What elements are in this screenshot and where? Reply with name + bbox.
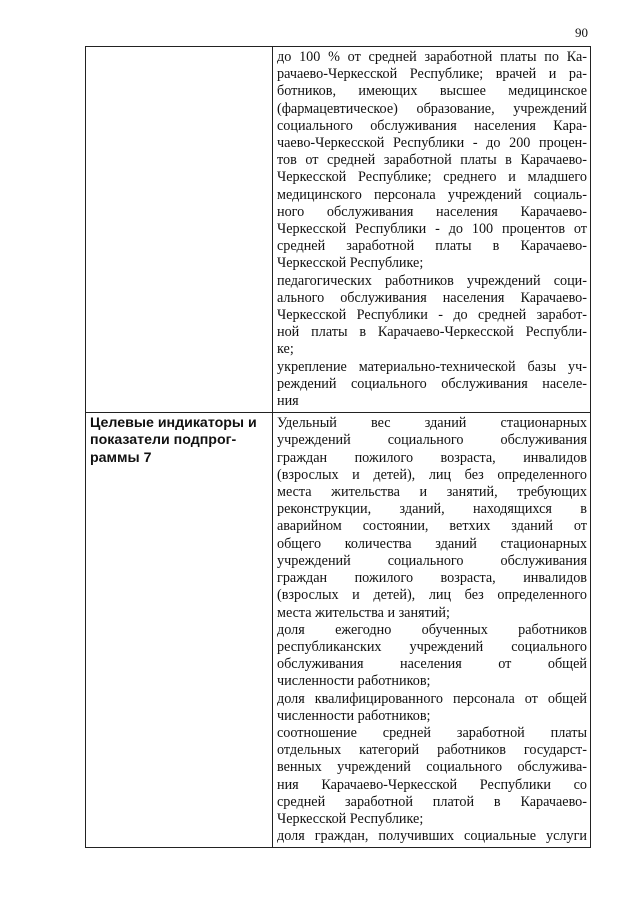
- text-line: (взрослых и детей), лиц без определенного: [277, 587, 587, 604]
- text-line: ния Карачаево-Черкесской Республики со: [277, 776, 587, 793]
- text-line: граждан пожилого возраста, инвалидов: [277, 449, 587, 466]
- text-line: средней заработной платы в Карачаево-: [277, 238, 587, 255]
- text-line: обслуживания населения от общей: [277, 656, 587, 673]
- text-line: средней заработной платой в Карачаево-: [277, 793, 587, 810]
- text-line: места жительства и занятий, требующих: [277, 484, 587, 501]
- text-line: ного обслуживания населения Карачаево-: [277, 203, 587, 220]
- text-line: места жительства и занятий;: [277, 604, 450, 621]
- text-line: укрепление материально-технической базы уч-: [277, 358, 587, 375]
- text-line: республиканских учреждений социального: [277, 638, 587, 655]
- program-table: [85, 46, 591, 848]
- text-line: Черкесской Республике;: [277, 255, 424, 272]
- text-line: аварийном состоянии, ветхих зданий от: [277, 518, 587, 535]
- text-line: ния: [277, 393, 299, 410]
- row1-label-cell: [86, 47, 273, 413]
- text-line: ального обслуживания населения Карачаево-: [277, 289, 587, 306]
- text-line: численности работников;: [277, 707, 431, 724]
- text-line: доля ежегодно обученных работников: [277, 621, 587, 638]
- row2-label-line: Целевые индикаторы и: [90, 415, 257, 432]
- text-line: доля квалифицированного персонала от общей: [277, 690, 587, 707]
- text-line: численности работников;: [277, 673, 431, 690]
- text-line: социального обслуживания населения Кара-: [277, 117, 587, 134]
- text-line: тов от средней заработной платы в Карачаево-: [277, 152, 587, 169]
- table-row-target-indicators: [86, 413, 591, 848]
- text-line: граждан пожилого возраста, инвалидов: [277, 570, 587, 587]
- row2-label-line: показатели подпрог-: [90, 432, 237, 449]
- text-line: ботников, имеющих высшее медицинское: [277, 83, 587, 100]
- row2-label-cell: [86, 413, 273, 848]
- text-line: общего количества зданий стационарных: [277, 535, 587, 552]
- text-line: чаево-Черкесской Республики - до 200 процен-: [277, 135, 587, 152]
- text-line: реждений социального обслуживания населе-: [277, 375, 587, 392]
- text-line: (взрослых и детей), лиц без определенного: [277, 466, 587, 483]
- text-line: Черкесской Республики - до 100 процентов от: [277, 221, 587, 238]
- text-line: учреждений социального обслуживания: [277, 552, 587, 569]
- text-line: (фармацевтическое) образование, учреждений: [277, 100, 587, 117]
- row2-label-line: раммы 7: [90, 449, 152, 466]
- table-row-funding-continuation: [86, 47, 591, 413]
- text-line: отдельных категорий работников государст-: [277, 742, 587, 759]
- text-line: медицинского персонала учреждений социаль-: [277, 186, 587, 203]
- text-line: Удельный вес зданий стационарных: [277, 415, 587, 432]
- text-line: соотношение средней заработной платы: [277, 724, 587, 741]
- row1-text-cell: [273, 47, 591, 413]
- text-line: ке;: [277, 341, 294, 358]
- text-line: учреждений социального обслуживания: [277, 432, 587, 449]
- text-line: Черкесской Республике; среднего и младшего: [277, 169, 587, 186]
- page-number: 90: [575, 25, 588, 40]
- row2-text-cell: [273, 413, 591, 848]
- text-line: до 100 % от средней заработной платы по Ка-: [277, 49, 587, 65]
- text-line: Черкесской Республики - до средней заработ-: [277, 307, 587, 324]
- text-line: ной платы в Карачаево-Черкесской Республи-: [277, 324, 587, 341]
- text-line: рачаево-Черкесской Республике; врачей и ра-: [277, 66, 587, 83]
- text-line: венных учреждений социального обслужива-: [277, 759, 587, 776]
- text-line: Черкесской Республике;: [277, 810, 424, 827]
- text-line: реконструкции, зданий, находящихся в: [277, 501, 587, 518]
- text-line: доля граждан, получивших социальные услуги: [277, 828, 587, 845]
- text-line: педагогических работников учреждений соци-: [277, 272, 587, 289]
